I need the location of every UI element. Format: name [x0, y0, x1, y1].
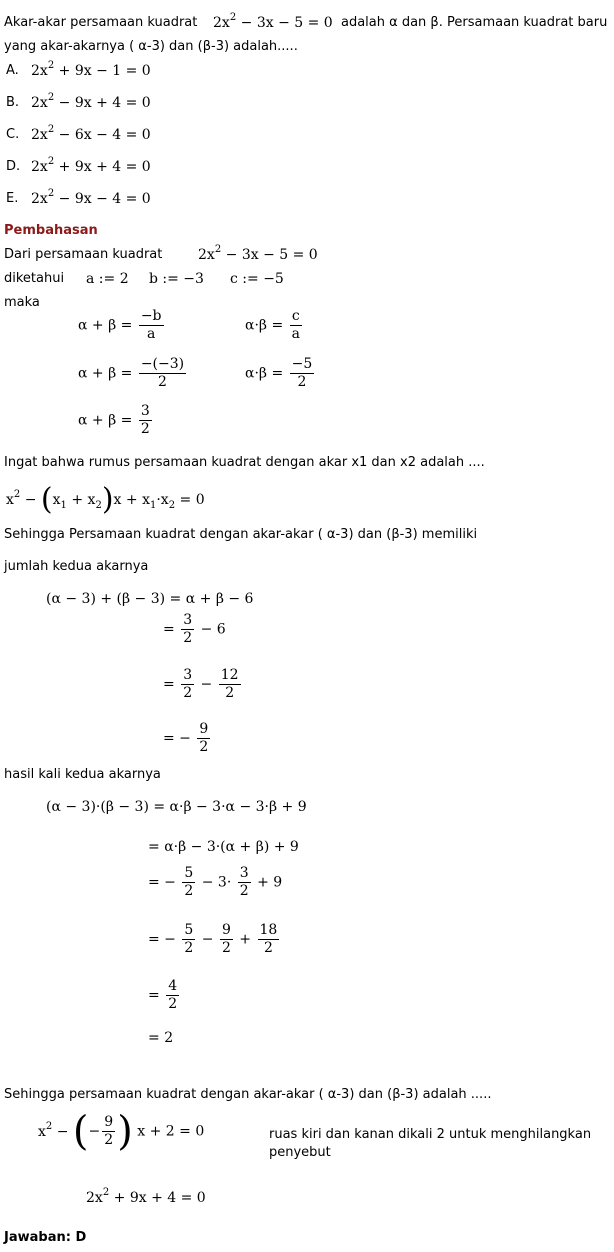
- prod-lhs: α·β =: [245, 317, 284, 334]
- frac-neg-b-over-a: $\frac{-b}{a}$: [140, 308, 162, 342]
- product-formula: [245, 308, 304, 343]
- sum-lhs-3: α + β =: [78, 412, 133, 429]
- sum-result: [78, 403, 154, 438]
- sum-line-3: = $\frac{3}{2}$ − $\frac{12}{2}$: [163, 667, 239, 701]
- final-equation: $2x^2 + 9x + 4 = 0$: [86, 1187, 206, 1206]
- question-intro-prefix: Akar-akar persamaan kuadrat: [4, 15, 198, 30]
- sum-line-4: = − $\frac{9}{2}$: [163, 721, 209, 755]
- sum-line-2: = $\frac{3}{2}$ − 6: [163, 612, 226, 646]
- c-value: c := −5: [230, 271, 284, 287]
- product-label: hasil kali kedua akarnya: [4, 767, 161, 782]
- frac-p5: $\frac{4}{2}$: [168, 978, 178, 1012]
- conclusion-text: Sehingga persamaan kuadrat dengan akar-akar ( α-3) dan (β-3) adalah .....: [4, 1087, 492, 1102]
- question-line2: yang akar-akarnya ( α-3) dan (β-3) adalah.....: [4, 39, 298, 54]
- frac-neg-neg3-over-2: $\frac{-(-3)}{2}$: [140, 356, 185, 390]
- note-line-2: penyebut: [269, 1145, 331, 1160]
- new-roots-text: Sehingga Persamaan kuadrat dengan akar-akar ( α-3) dan (β-3) memiliki: [4, 527, 478, 542]
- option-expr-d: $2x^2 + 9x + 4 = 0$: [31, 156, 151, 175]
- option-expr-a: $2x^2 + 9x - 1 = 0$: [31, 60, 151, 79]
- general-formula: $x^2 - (x_1 + x_2)x + x_1\cdot x_2 = 0$: [6, 482, 205, 517]
- p3-mid: − 3·: [201, 874, 232, 891]
- frac-sum3a: $\frac{3}{2}$: [183, 667, 193, 701]
- frac-final: $\frac{9}{2}$: [104, 1114, 114, 1148]
- sum-label: jumlah kedua akarnya: [4, 559, 149, 574]
- prod-line-2: = α·β − 3·(α + β) + 9: [148, 839, 299, 855]
- known-label: diketahui: [4, 271, 65, 286]
- sum-lhs-2: α + β =: [78, 365, 133, 382]
- frac-c-over-a: $\frac{c}{a}$: [291, 308, 300, 342]
- prod-line-5: = $\frac{4}{2}$: [148, 978, 178, 1012]
- b-value: b := −3: [149, 271, 204, 287]
- option-letter-d: D.: [6, 159, 21, 174]
- p3-end: + 9: [257, 874, 283, 891]
- prod-line-2-expr: α·β − 3·(α + β) + 9: [164, 839, 299, 855]
- frac-p3b: $\frac{3}{2}$: [239, 865, 249, 899]
- note-line-1: ruas kiri dan kanan dikali 2 untuk menghilangkan: [269, 1127, 592, 1142]
- frac-p4c: $\frac{18}{2}$: [259, 922, 278, 956]
- prod-line-3: = − $\frac{5}{2}$ − 3· $\frac{3}{2}$ + 9: [148, 865, 283, 899]
- sum-lhs: α + β =: [78, 317, 133, 334]
- option-letter-e: E.: [6, 191, 19, 206]
- from-eq-label: Dari persamaan kuadrat: [4, 247, 163, 262]
- sum-formula: [78, 308, 166, 343]
- minus-six: − 6: [200, 621, 226, 638]
- final-expression: $x^2$ − (− $\frac{9}{2}$ ) x + 2 = 0: [38, 1108, 205, 1155]
- option-letter-a: A.: [6, 63, 19, 78]
- product-substituted: [245, 356, 316, 391]
- prod-line-1: (α − 3)·(β − 3) = α·β − 3·α − 3·β + 9: [46, 799, 307, 815]
- question-equation: $2x^2 - 3x - 5 = 0$: [213, 12, 333, 31]
- frac-p3a: $\frac{5}{2}$: [184, 865, 194, 899]
- final-post: x + 2 = 0: [137, 1123, 205, 1140]
- frac-p4a: $\frac{5}{2}$: [184, 922, 194, 956]
- question-intro-suffix: adalah α dan β. Persamaan kuadrat baru: [341, 15, 608, 30]
- answer: Jawaban: D: [4, 1230, 87, 1245]
- frac-sum3b: $\frac{12}{2}$: [220, 667, 239, 701]
- solution-heading: Pembahasan: [4, 223, 98, 238]
- frac-p4b: $\frac{9}{2}$: [221, 922, 231, 956]
- recall-text: Ingat bahwa rumus persamaan kuadrat dengan akar x1 dan x2 adalah ....: [4, 455, 485, 470]
- frac-sum2: $\frac{3}{2}$: [183, 612, 193, 646]
- then-label: maka: [4, 295, 40, 310]
- sum-substituted: [78, 356, 188, 391]
- option-expr-c: $2x^2 - 6x - 4 = 0$: [31, 124, 151, 143]
- frac-3-over-2: $\frac{3}{2}$: [140, 403, 150, 437]
- option-letter-c: C.: [6, 127, 20, 142]
- prod-lhs-2: α·β =: [245, 365, 284, 382]
- option-letter-b: B.: [6, 95, 20, 110]
- a-value: a := 2: [86, 271, 129, 287]
- final-pre: $x^2$ −: [38, 1120, 69, 1140]
- frac-sum4: $\frac{9}{2}$: [199, 721, 209, 755]
- prod-line-6: = 2: [148, 1030, 174, 1046]
- prod-line-4: = − $\frac{5}{2}$ − $\frac{9}{2}$ + $\frac{18}{2}$: [148, 922, 278, 956]
- frac-neg5-over-2: $\frac{-5}{2}$: [291, 356, 313, 390]
- from-eq: $2x^2 - 3x - 5 = 0$: [198, 244, 318, 263]
- sum-line-1: (α − 3) + (β − 3) = α + β − 6: [46, 591, 254, 607]
- option-expr-b: $2x^2 - 9x + 4 = 0$: [31, 92, 151, 111]
- option-expr-e: $2x^2 - 9x - 4 = 0$: [31, 188, 151, 207]
- prod-result: 2: [164, 1030, 174, 1046]
